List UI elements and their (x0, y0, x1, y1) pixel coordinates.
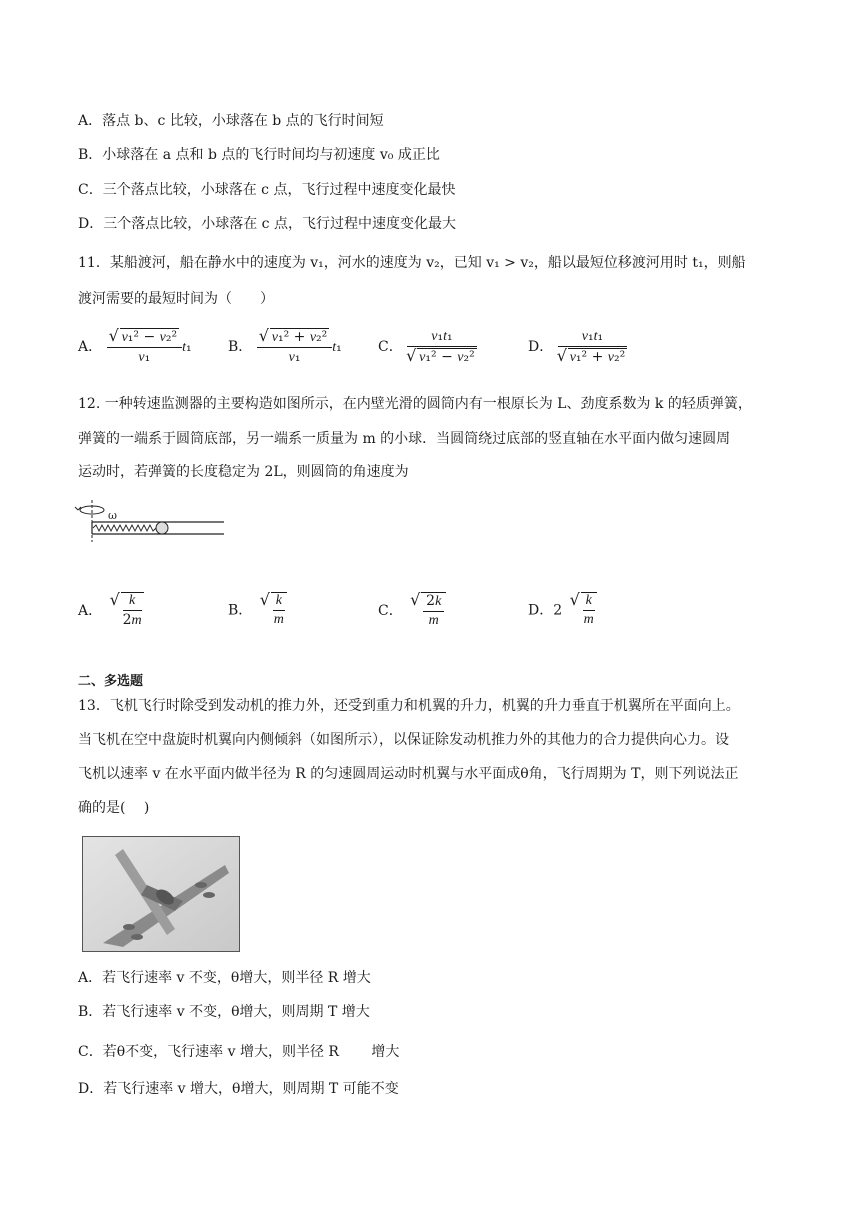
fighter-jet-photo (82, 836, 240, 952)
q12-option-d: D．2 √ $\frac{k}{m}$ (528, 592, 597, 628)
q13-option-b: B．若飞行速率 v 不变，θ增大，则周期 T 增大 (78, 1004, 370, 1020)
q13-option-c: C．若θ不变，飞行速率 v 增大，则半径 R 增大 (78, 1044, 400, 1060)
q11-stem-line2: 渡河需要的最短时间为（ ） (78, 291, 274, 307)
spring-cylinder-diagram (74, 498, 234, 544)
q11-option-a: A． √ $\frac{\text{v₁² − v₂²}}{\text{v₁}}$ t₁ (78, 328, 192, 366)
q11-option-d: D． v₁t₁ √ v₁² + v₂² (528, 328, 627, 366)
q10-option-c: C．三个落点比较，小球落在 c 点，飞行过程中速度变化最快 (78, 182, 456, 198)
q12-option-c: C． √ $\frac{2k}{m}$ (378, 592, 446, 629)
fighter-jet-icon (83, 837, 239, 951)
q11-option-c: C． v₁t₁ √ v₁² − v₂² (378, 328, 477, 366)
q10-option-d: D．三个落点比较，小球落在 c 点，飞行过程中速度变化最大 (78, 216, 456, 232)
q12-stem-line3: 运动时，若弹簧的长度稳定为 2L，则圆筒的角速度为 (78, 464, 409, 480)
q13-stem-line3: 飞机以速率 v 在水平面内做半径为 R 的匀速圆周运动时机翼与水平面成θ角，飞行周期为 T，则下列说法正 (78, 766, 739, 782)
q10-option-b: B．小球落在 a 点和 b 点的飞行时间均与初速度 v₀ 成正比 (78, 147, 440, 163)
q13-stem-line4: 确的是( ) (78, 800, 150, 816)
q11-option-b-formula: √ $\frac{\text{v₁² + v₂²}}{\text{v₁}}$ (257, 328, 333, 366)
q12-option-b: B． √ $\frac{k}{m}$ (228, 592, 287, 628)
q13-stem-line1: 13．飞机飞行时除受到发动机的推力外，还受到重力和机翼的升力，机翼的升力垂直于机翼所在平面向上。 (78, 698, 740, 714)
spring (93, 525, 156, 531)
q13-stem-line2: 当飞机在空中盘旋时机翼向内侧倾斜（如图所示），以保证除发动机推力外的其他力的合力提供向心力。设 (78, 732, 729, 748)
section-heading: 二、多选题 (78, 674, 144, 689)
q12-stem-line1: 12. 一种转速监测器的主要构造如图所示，在内壁光滑的圆筒内有一根原长为 L、劲度系数为 k 的轻质弹簧， (78, 396, 752, 412)
q10-option-a: A．落点 b、c 比较，小球落在 b 点的飞行时间短 (78, 113, 384, 129)
q13-option-d: D．若飞行速率 v 增大，θ增大，则周期 T 可能不变 (78, 1081, 399, 1097)
q13-option-a: A．若飞行速率 v 不变，θ增大，则半径 R 增大 (78, 970, 371, 986)
omega-label: ω (108, 509, 117, 522)
ball (156, 522, 168, 534)
q11-option-b: B． √ $\frac{\text{v₁² + v₂²}}{\text{v₁}}$ t₁ (228, 328, 342, 366)
q11-option-a-formula: √ $\frac{\text{v₁² − v₂²}}{\text{v₁}}$ (107, 328, 183, 366)
q12-stem-line2: 弹簧的一端系于圆筒底部，另一端系一质量为 m 的小球．当圆筒绕过底部的竖直轴在水平面内做匀速圆周 (78, 431, 731, 447)
q11-option-d-formula: v₁t₁ √ v₁² + v₂² (558, 328, 628, 366)
q11-option-c-formula: v₁t₁ √ v₁² − v₂² (407, 328, 477, 366)
q11-stem-line1: 11．某船渡河，船在静水中的速度为 v₁，河水的速度为 v₂，已知 v₁ > v₂，船以最短位移渡河用时 t₁，则船 (78, 255, 746, 271)
q12-option-a: A． √ $\frac{k}{2m}$ (78, 592, 144, 629)
